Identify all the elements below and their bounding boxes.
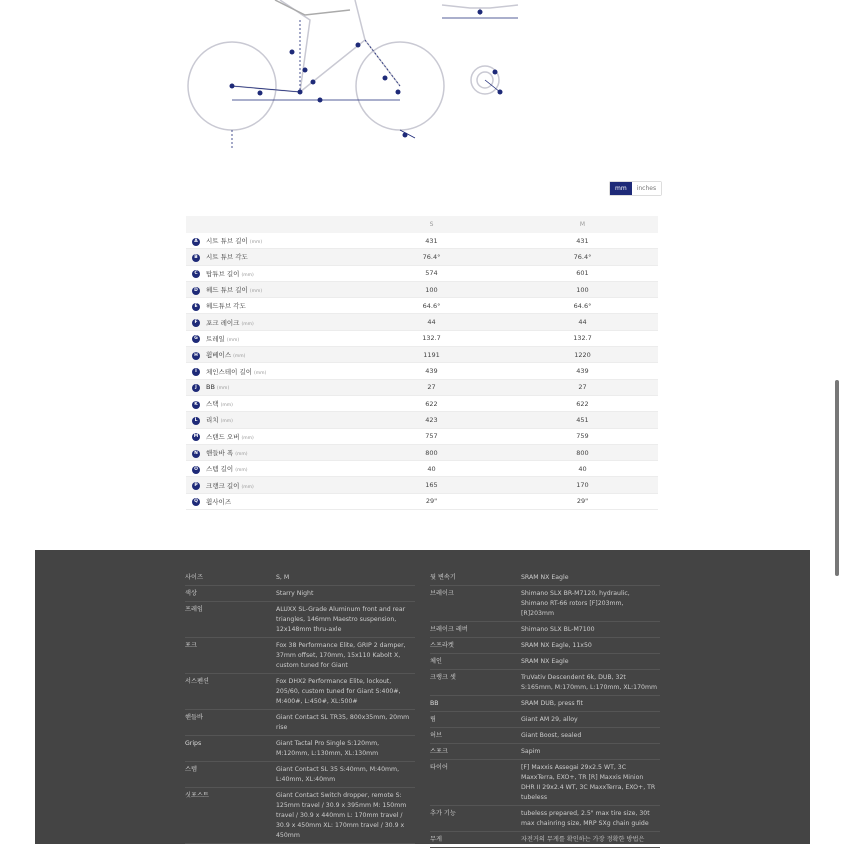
row-label: 시트 튜브 길이 bbox=[206, 237, 248, 246]
spec-label: 크랭크 셋 bbox=[430, 674, 456, 681]
row-value-m: 431 bbox=[507, 233, 658, 249]
geometry-row bbox=[186, 314, 658, 330]
geometry-row bbox=[186, 249, 658, 265]
spec-value: Giant Contact Switch dropper, remote S: 125mm travel / 30.9 x 395mm M: 150mm travel / 30.9 x 440mm L: 170mm travel / 30.9 x 450mm XL: 170mm travel / 30.9 x 450mm bbox=[276, 792, 407, 839]
row-value-m: 44 bbox=[507, 314, 658, 330]
spec-row bbox=[185, 710, 415, 736]
geometry-row bbox=[186, 298, 658, 314]
row-letter-badge: G bbox=[192, 335, 200, 343]
spec-value: Giant AM 29, alloy bbox=[521, 716, 578, 723]
spec-row bbox=[430, 570, 660, 586]
row-value-s: 76.4° bbox=[356, 249, 507, 265]
spec-row bbox=[430, 670, 660, 696]
spec-label: 색상 bbox=[185, 590, 197, 597]
spec-row bbox=[430, 806, 660, 832]
spec-label: 프레임 bbox=[185, 606, 203, 613]
spec-value: SRAM NX Eagle bbox=[521, 574, 569, 581]
row-value-m: 27 bbox=[507, 379, 658, 395]
row-letter-badge: N bbox=[192, 450, 200, 458]
row-value-s: 574 bbox=[356, 265, 507, 281]
row-unit: (mm) bbox=[249, 289, 263, 295]
spec-label: 뒷 변속기 bbox=[430, 574, 456, 581]
geometry-row bbox=[186, 461, 658, 477]
row-value-m: 800 bbox=[507, 444, 658, 460]
row-label: 시트 튜브 각도 bbox=[206, 253, 248, 262]
spec-row bbox=[185, 788, 415, 844]
geometry-table-body bbox=[186, 233, 658, 510]
row-value-m: 451 bbox=[507, 412, 658, 428]
geometry-row bbox=[186, 347, 658, 363]
geometry-row bbox=[186, 493, 658, 509]
geometry-row bbox=[186, 265, 658, 281]
row-value-m: 100 bbox=[507, 281, 658, 297]
spec-value: [F] Maxxis Assegai 29x2.5 WT, 3C MaxxTerra, EXO+, TR [R] Maxxis Minion DHR II 29x2.4 WT, 3C MaxxTerra, EXO+, TR tubeless bbox=[521, 764, 656, 801]
row-letter-badge: D bbox=[192, 287, 200, 295]
row-value-s: 44 bbox=[356, 314, 507, 330]
row-letter-badge: C bbox=[192, 270, 200, 278]
row-unit: (mm) bbox=[241, 272, 254, 278]
row-value-m: 622 bbox=[507, 395, 658, 411]
row-value-m: 1220 bbox=[507, 347, 658, 363]
row-letter-badge: J bbox=[192, 384, 200, 392]
spec-row bbox=[185, 570, 415, 586]
spec-label: 핸들바 bbox=[185, 714, 203, 721]
row-unit: (mm) bbox=[220, 419, 233, 425]
row-value-m: 64.6° bbox=[507, 298, 658, 314]
spec-row bbox=[185, 674, 415, 710]
row-label: 핸들바 폭 bbox=[206, 449, 234, 457]
spec-row bbox=[430, 622, 660, 638]
row-label: 체인스테이 길이 bbox=[206, 367, 253, 376]
spec-value: ALUXX SL-Grade Aluminum front and rear triangles, 146mm Maestro suspension, 12x148mm thru-axle bbox=[276, 606, 406, 633]
row-value-s: 40 bbox=[356, 461, 507, 477]
row-unit: (mm) bbox=[241, 484, 254, 490]
row-value-m: 170 bbox=[507, 477, 658, 493]
geometry-table bbox=[186, 216, 658, 510]
spec-value: Starry Night bbox=[276, 590, 314, 597]
spec-label: Grips bbox=[185, 740, 202, 747]
spec-label: 브레이크 레버 bbox=[430, 626, 468, 633]
geometry-row bbox=[186, 379, 658, 395]
spec-value: TruVativ Descendent 6k, DUB, 32t S:165mm, M:170mm, L:170mm, XL:170mm bbox=[521, 674, 657, 691]
row-unit: (mm) bbox=[241, 435, 254, 441]
spec-label: 브레이크 bbox=[430, 590, 454, 597]
spec-label: 스템 bbox=[185, 766, 197, 773]
spec-value: Giant Boost, sealed bbox=[521, 732, 582, 739]
row-value-s: 423 bbox=[356, 412, 507, 428]
row-label: 헤드 튜브 길이 bbox=[206, 286, 248, 295]
row-letter-badge: I bbox=[192, 368, 200, 376]
spec-label: 타이어 bbox=[430, 764, 448, 771]
geometry-row bbox=[186, 444, 658, 460]
unit-mm-button[interactable]: mm bbox=[610, 182, 632, 195]
row-value-s: 27 bbox=[356, 379, 507, 395]
spec-label: 사이즈 bbox=[185, 574, 203, 581]
spec-value: Sapim bbox=[521, 748, 541, 755]
spec-label: 포크 bbox=[185, 642, 197, 649]
row-value-m: 29" bbox=[507, 493, 658, 509]
scrollbar-thumb[interactable] bbox=[835, 380, 839, 576]
spec-label: 서스펜션 bbox=[185, 678, 209, 685]
row-label: 포크 레이크 bbox=[206, 318, 240, 327]
spec-label: 허브 bbox=[430, 732, 442, 739]
row-letter-badge: H bbox=[192, 352, 200, 360]
row-value-s: 100 bbox=[356, 281, 507, 297]
spec-value: S, M bbox=[276, 574, 290, 581]
row-value-m: 40 bbox=[507, 461, 658, 477]
row-value-s: 431 bbox=[356, 233, 507, 249]
row-letter-badge: L bbox=[192, 417, 200, 425]
row-value-m: 759 bbox=[507, 428, 658, 444]
row-value-s: 622 bbox=[356, 395, 507, 411]
top-tube bbox=[275, 0, 350, 15]
spec-value: Shimano SLX BL-M7100 bbox=[521, 626, 595, 633]
unit-inches-button[interactable]: inches bbox=[632, 182, 661, 195]
row-value-s: 439 bbox=[356, 363, 507, 379]
geometry-row bbox=[186, 233, 658, 249]
spec-row bbox=[185, 736, 415, 762]
spec-value: Shimano SLX BR-M7120, hydraulic, Shimano RT-66 rotors [F]203mm, [R]203mm bbox=[521, 590, 630, 617]
row-value-s: 800 bbox=[356, 444, 507, 460]
spec-label: 싯포스트 bbox=[185, 792, 209, 799]
unit-toggle bbox=[609, 181, 662, 196]
spec-row bbox=[430, 638, 660, 654]
spec-label: 스프라켓 bbox=[430, 642, 454, 649]
spec-label: BB bbox=[430, 700, 439, 707]
spec-row bbox=[430, 744, 660, 760]
spec-label: 체인 bbox=[430, 658, 442, 665]
row-value-m: 601 bbox=[507, 265, 658, 281]
row-value-m: 439 bbox=[507, 363, 658, 379]
row-value-s: 64.6° bbox=[356, 298, 507, 314]
row-value-s: 29" bbox=[356, 493, 507, 509]
geometry-row bbox=[186, 395, 658, 411]
spec-row bbox=[430, 696, 660, 712]
row-label: 트레일 bbox=[206, 334, 225, 343]
row-label: 스템 길이 bbox=[206, 465, 234, 474]
spec-section bbox=[35, 550, 810, 844]
spec-label: 림 bbox=[430, 716, 436, 723]
row-label: 스탠드 오버 bbox=[206, 432, 240, 441]
row-unit: (mm) bbox=[220, 403, 233, 409]
spec-value: Fox DHX2 Performance Elite, lockout, 205/60, custom tuned for Giant S:400#, M:400#, L:450#, XL:500# bbox=[276, 678, 401, 705]
rear-frame bbox=[232, 0, 310, 92]
spec-row bbox=[430, 712, 660, 728]
spec-value: Giant Contact SL TR35, 800x35mm, 20mm rise bbox=[276, 714, 410, 731]
spec-row bbox=[185, 638, 415, 674]
row-label: 헤드튜브 각도 bbox=[206, 302, 246, 311]
geometry-row bbox=[186, 363, 658, 379]
spec-label: 추가 기능 bbox=[430, 810, 456, 817]
row-unit: (mm) bbox=[249, 240, 263, 246]
geometry-row bbox=[186, 281, 658, 297]
row-letter-badge: K bbox=[192, 401, 200, 409]
row-value-s: 757 bbox=[356, 428, 507, 444]
spec-row bbox=[430, 586, 660, 622]
row-label: 휠사이즈 bbox=[206, 497, 232, 506]
spec-value: SRAM DUB, press fit bbox=[521, 700, 583, 707]
row-letter-badge: M bbox=[193, 434, 199, 440]
row-value-m: 132.7 bbox=[507, 330, 658, 346]
row-letter-badge: F bbox=[192, 319, 200, 327]
row-unit: (mm) bbox=[241, 321, 254, 327]
geometry-row bbox=[186, 412, 658, 428]
spec-row bbox=[185, 586, 415, 602]
row-unit: (mm) bbox=[235, 452, 248, 457]
row-letter-badge: Q bbox=[192, 498, 200, 506]
spec-row bbox=[430, 728, 660, 744]
geometry-table-header bbox=[186, 216, 658, 233]
row-unit: (mm) bbox=[226, 337, 240, 343]
row-label: 탑튜브 길이 bbox=[206, 269, 240, 278]
row-label: 리치 bbox=[206, 416, 219, 425]
spec-row bbox=[185, 602, 415, 638]
row-value-s: 132.7 bbox=[356, 330, 507, 346]
spec-value: SRAM NX Eagle bbox=[521, 658, 569, 665]
spec-row bbox=[430, 654, 660, 670]
row-unit: (mm) bbox=[254, 370, 267, 376]
row-value-s: 165 bbox=[356, 477, 507, 493]
geometry-row bbox=[186, 330, 658, 346]
spec-row bbox=[185, 762, 415, 788]
row-label: BB bbox=[206, 383, 215, 392]
parts-detail-diagram bbox=[440, 0, 520, 100]
row-unit: (mm) bbox=[216, 386, 230, 392]
row-label: 휠베이스 bbox=[206, 351, 232, 360]
geometry-row bbox=[186, 477, 658, 493]
size-m-header: M bbox=[507, 216, 658, 233]
size-s-header: S bbox=[356, 216, 507, 233]
row-letter-badge: B bbox=[192, 254, 200, 262]
spec-label: 무게 bbox=[430, 836, 442, 843]
row-label: 스택 bbox=[206, 400, 219, 409]
row-letter-badge: P bbox=[192, 482, 200, 490]
spec-value: Giant Contact SL 35 S:40mm, M:40mm, L:40mm, XL:40mm bbox=[276, 766, 400, 783]
spec-value: Giant Tactal Pro Single S:120mm, M:120mm, L:130mm, XL:130mm bbox=[276, 740, 380, 757]
row-value-s: 1191 bbox=[356, 347, 507, 363]
page-scrollbar[interactable] bbox=[834, 0, 840, 844]
spec-column-right bbox=[430, 570, 660, 848]
spec-row bbox=[430, 760, 660, 806]
spec-value: 자전거의 무게를 확인하는 가장 정확한 방법은 bbox=[521, 836, 645, 843]
row-letter-badge: E bbox=[192, 303, 200, 311]
spec-value: SRAM NX Eagle, 11x50 bbox=[521, 642, 592, 649]
spec-column-left bbox=[185, 570, 415, 844]
spec-value: tubeless prepared, 2.5" max tire size, 30t max chainring size, MRP SXg chain guide bbox=[521, 810, 650, 827]
row-letter-badge: A bbox=[192, 238, 200, 246]
row-letter-badge: O bbox=[192, 466, 200, 474]
geometry-row bbox=[186, 428, 658, 444]
spec-label: 스포크 bbox=[430, 748, 448, 755]
row-unit: (mm) bbox=[235, 468, 248, 474]
spec-value: Fox 38 Performance Elite, GRIP 2 damper, 37mm offset, 170mm, 15x110 Kabolt X, custom tuned for Giant bbox=[276, 642, 406, 669]
row-value-m: 76.4° bbox=[507, 249, 658, 265]
spec-row bbox=[430, 832, 660, 848]
row-unit: (mm) bbox=[233, 354, 246, 360]
row-label: 크랭크 길이 bbox=[206, 481, 240, 490]
handlebar bbox=[442, 5, 518, 8]
